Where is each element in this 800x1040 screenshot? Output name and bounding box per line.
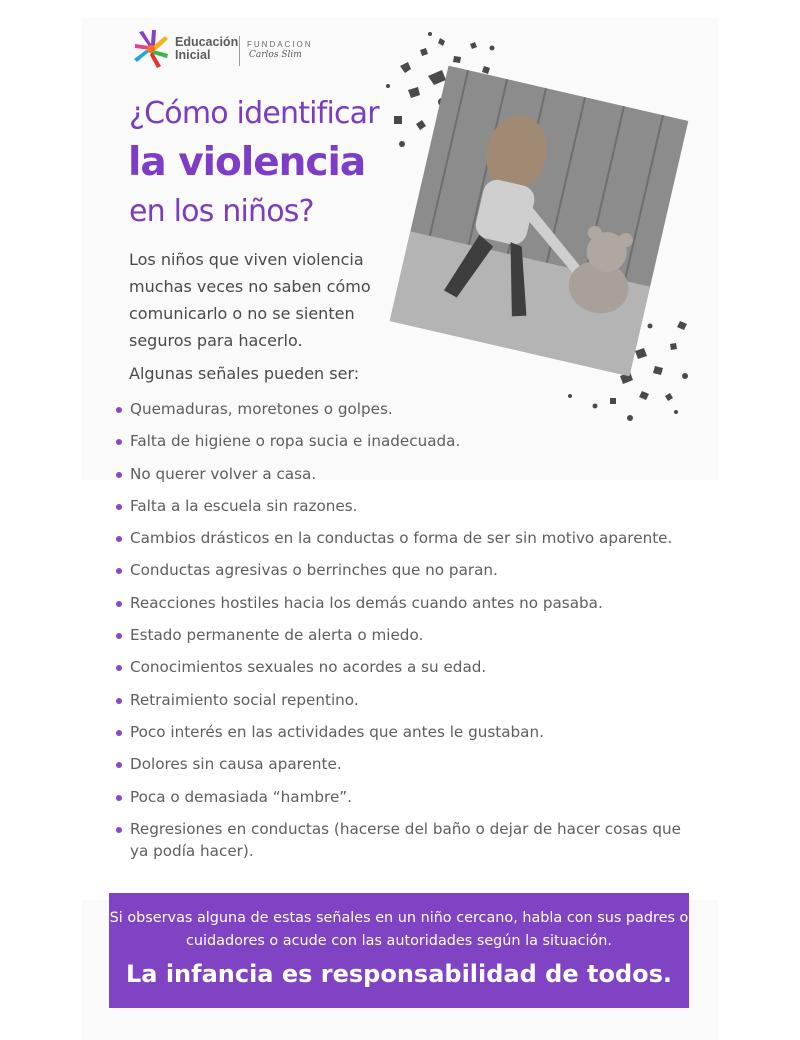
list-item: [116, 689, 696, 711]
list-item: [116, 656, 696, 678]
list-item: [116, 430, 696, 452]
list-item-text: No querer volver a casa.: [130, 464, 317, 483]
intro-line: seguros para hacerlo.: [129, 331, 303, 350]
call-to-action-banner: [109, 893, 689, 1008]
list-item: [116, 527, 696, 549]
banner-message: Si observas alguna de estas señales en un niño cercano, habla con sus padres o cuidadores o acude con las autoridades según la situación.: [109, 910, 689, 949]
list-item-text: Poca o demasiada “hambre”.: [130, 787, 352, 806]
bullet-icon: [116, 633, 122, 639]
bullet-icon: [116, 698, 122, 704]
bullet-icon: [116, 504, 122, 510]
list-item: [116, 398, 696, 420]
bullet-icon: [116, 827, 122, 833]
bullet-icon: [116, 472, 122, 478]
list-item-text: Reacciones hostiles hacia los demás cuando antes no pasaba.: [130, 593, 603, 612]
list-item-text: Conocimientos sexuales no acordes a su edad.: [130, 658, 487, 677]
list-item: [116, 559, 696, 581]
list-item: [116, 753, 696, 775]
list-item-text: Poco interés en las actividades que antes le gustaban.: [130, 722, 544, 741]
list-item-text: Cambios drásticos en la conductas o forma de ser sin motivo aparente.: [130, 529, 673, 548]
title-line-1: ¿Cómo identificar: [129, 96, 379, 131]
list-item: [116, 786, 696, 808]
colorful-hands-logo-icon: [131, 28, 171, 70]
list-item-text: Retraimiento social repentino.: [130, 690, 359, 709]
intro-line: Los niños que viven violencia: [129, 250, 364, 269]
bullet-icon: [116, 568, 122, 574]
header-logos: [131, 28, 371, 72]
bullet-icon: [116, 601, 122, 607]
bullet-icon: [116, 762, 122, 768]
foundation-name: Carlos Slim: [249, 50, 302, 60]
list-item: [116, 495, 696, 517]
bullet-icon: [116, 665, 122, 671]
list-item: [116, 721, 696, 743]
list-item-text: Estado permanente de alerta o miedo.: [130, 626, 424, 645]
list-item-text: Quemaduras, moretones o golpes.: [130, 400, 393, 418]
intro-line: muchas veces no saben cómo: [129, 277, 371, 296]
intro-line: comunicarlo o no se sienten: [129, 304, 355, 323]
bullet-icon: [116, 730, 122, 736]
logo-line-2: Inicial: [175, 48, 211, 62]
title-line-2: la violencia: [128, 140, 366, 185]
educacion-inicial-logo-text: [175, 36, 238, 62]
list-item-text: Conductas agresivas o berrinches que no paran.: [130, 561, 498, 580]
bullet-icon: [116, 407, 122, 413]
list-item-text: Dolores sin causa aparente.: [130, 755, 342, 774]
title-line-3: en los niños?: [129, 194, 314, 229]
list-item-text: Falta a la escuela sin razones.: [130, 496, 358, 515]
warning-signs-list: [116, 398, 696, 872]
list-item: [116, 818, 696, 862]
list-item: [116, 592, 696, 614]
banner-tagline: La infancia es responsabilidad de todos.: [125, 960, 673, 988]
list-item-text: Falta de higiene o ropa sucia e inadecuada.: [130, 432, 461, 451]
signs-lead: Algunas señales pueden ser:: [129, 364, 360, 383]
logo-separator: [239, 36, 240, 66]
list-item-text: Regresiones en conductas (hacerse del baño o dejar de hacer cosas que ya podía hacer).: [130, 819, 681, 860]
logo-line-1: Educación: [175, 35, 239, 49]
intro-paragraph: [129, 246, 379, 354]
list-item: [116, 624, 696, 646]
foundation-label: FUNDACION: [247, 40, 313, 49]
list-item: [116, 463, 696, 485]
bullet-icon: [116, 439, 122, 445]
bullet-icon: [116, 536, 122, 542]
child-photo-group: [380, 26, 700, 426]
bullet-icon: [116, 795, 122, 801]
